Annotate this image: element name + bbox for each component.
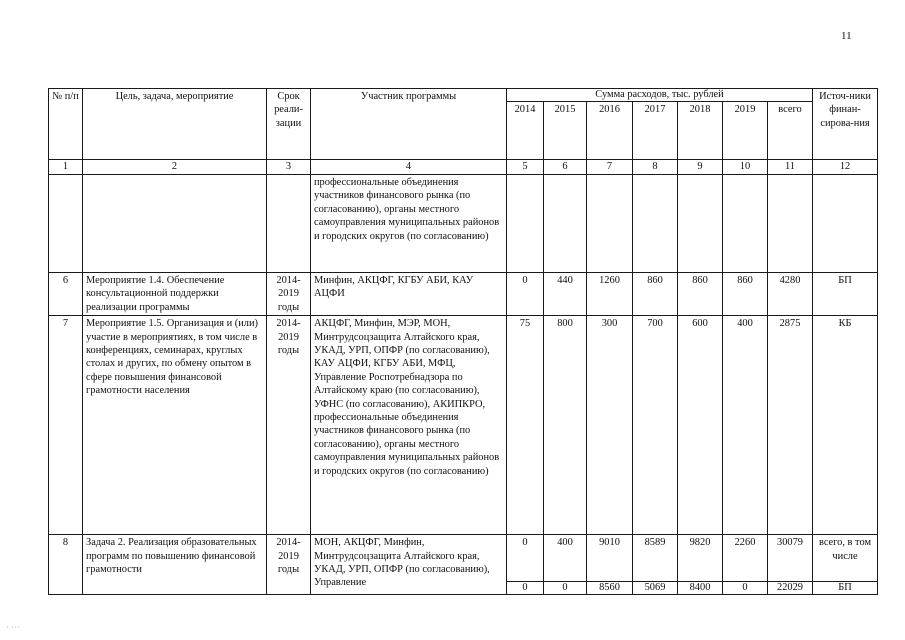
column-number: 6 <box>544 160 587 175</box>
participant-cell: МОН, АКЦФГ, Минфин, Минтрудсоцзащита Алтайского края, УКАД, УРП, ОПФР (по согласованию), Управление <box>311 535 507 595</box>
value-bp: 0 <box>544 581 586 594</box>
value-total: 8589 <box>644 537 666 549</box>
value-bp: 0 <box>507 581 543 594</box>
source-cell-split <box>813 535 878 595</box>
header-row-1 <box>49 89 878 102</box>
header-year: 2019 <box>723 102 768 160</box>
column-numbers-row <box>49 160 878 175</box>
column-number: 1 <box>49 160 83 175</box>
header-goal: Цель, задача, мероприятие <box>83 89 267 160</box>
header-year: 2018 <box>678 102 723 160</box>
total-cell-split <box>768 535 813 595</box>
header-year: 2015 <box>544 102 587 160</box>
value-cell-split <box>507 535 544 595</box>
value-bp: 5069 <box>633 581 677 594</box>
goal-cell: Мероприятие 1.4. Обеспечение консультационной поддержки реализации программы <box>83 273 267 316</box>
value-bp: 8560 <box>587 581 632 594</box>
header-year: 2017 <box>633 102 678 160</box>
column-number: 8 <box>633 160 678 175</box>
expenses-table <box>48 88 878 595</box>
table-row <box>49 535 878 595</box>
value-bp: 8400 <box>678 581 722 594</box>
header-num: № п/п <box>49 89 83 160</box>
value-total: 400 <box>557 537 573 549</box>
value-total: 0 <box>522 537 528 549</box>
source-cell: КБ <box>813 316 878 535</box>
row-num: 6 <box>49 273 83 316</box>
header-year: 2014 <box>507 102 544 160</box>
value-cell: 440 <box>544 273 587 316</box>
term-cell: 2014-2019 годы <box>267 316 311 535</box>
column-number: 5 <box>507 160 544 175</box>
value-cell-split <box>544 535 587 595</box>
participant-cell: Минфин, АКЦФГ, КГБУ АБИ, КАУ АЦФИ <box>311 273 507 316</box>
column-number: 3 <box>267 160 311 175</box>
value-bp: 22029 <box>768 581 812 594</box>
total-cell: 4280 <box>768 273 813 316</box>
column-number: 7 <box>587 160 633 175</box>
column-number: 11 <box>768 160 813 175</box>
table-row <box>49 273 878 316</box>
column-number: 4 <box>311 160 507 175</box>
value-cell: 300 <box>587 316 633 535</box>
column-number: 10 <box>723 160 768 175</box>
value-cell: 400 <box>723 316 768 535</box>
row-num: 7 <box>49 316 83 535</box>
header-year-total: всего <box>768 102 813 160</box>
scan-artifact: · ··· <box>6 622 21 632</box>
goal-cell: Мероприятие 1.5. Организация и (или) участие в мероприятиях, в том числе в конференциях, семинарах, круглых столах и других, по обмену опытом в сфере повышения финансовой грамотности населения <box>83 316 267 535</box>
value-cell: 1260 <box>587 273 633 316</box>
value-cell-split <box>723 535 768 595</box>
term-cell: 2014-2019 годы <box>267 535 311 595</box>
source-cell: БП <box>813 273 878 316</box>
participant-cell: профессиональные объединения участников финансового рынка (по согласованию), органы местного самоуправления муниципальных районов и городских округов (по согласованию) <box>311 175 507 273</box>
header-participant: Участник программы <box>311 89 507 160</box>
source-bp: БП <box>813 581 877 594</box>
header-source: Источ-ники финан-сирова-ния <box>813 89 878 160</box>
value-bp: 0 <box>723 581 767 594</box>
term-cell: 2014-2019 годы <box>267 273 311 316</box>
column-number: 9 <box>678 160 723 175</box>
value-cell-split <box>633 535 678 595</box>
value-cell-split <box>587 535 633 595</box>
value-cell: 860 <box>723 273 768 316</box>
table-row-continuation <box>49 175 878 273</box>
page-number: 11 <box>841 30 852 42</box>
value-cell-split <box>678 535 723 595</box>
source-total: всего, в том числе <box>818 537 872 562</box>
value-total: 9010 <box>599 537 620 549</box>
column-number: 12 <box>813 160 878 175</box>
value-total: 30079 <box>777 537 803 549</box>
total-cell: 2875 <box>768 316 813 535</box>
goal-cell: Задача 2. Реализация образовательных программ по повышению финансовой грамотности <box>83 535 267 595</box>
value-cell: 860 <box>633 273 678 316</box>
header-term: Срок реали-зации <box>267 89 311 160</box>
header-expenses: Сумма расходов, тыс. рублей <box>507 89 813 102</box>
row-num: 8 <box>49 535 83 595</box>
table-row <box>49 316 878 535</box>
value-cell: 800 <box>544 316 587 535</box>
value-cell: 75 <box>507 316 544 535</box>
value-total: 2260 <box>734 537 756 549</box>
value-cell: 600 <box>678 316 723 535</box>
column-number: 2 <box>83 160 267 175</box>
header-year: 2016 <box>587 102 633 160</box>
participant-cell: АКЦФГ, Минфин, МЭР, МОН, Минтрудсоцзащита Алтайского края, УКАД, УРП, ОПФР (по согласованию), КАУ АЦФИ, КГБУ АБИ, МФЦ, Управление Роспотребнадзора по Алтайскому краю (по согласованию), УФНС (по согласованию), АКИПКРО, профессиональные объединения участников финансового рынка (по согласованию), органы местного самоуправления муниципальных районов и городских округов (по согласованию) <box>311 316 507 535</box>
value-total: 9820 <box>689 537 711 549</box>
value-cell: 700 <box>633 316 678 535</box>
value-cell: 860 <box>678 273 723 316</box>
value-cell: 0 <box>507 273 544 316</box>
